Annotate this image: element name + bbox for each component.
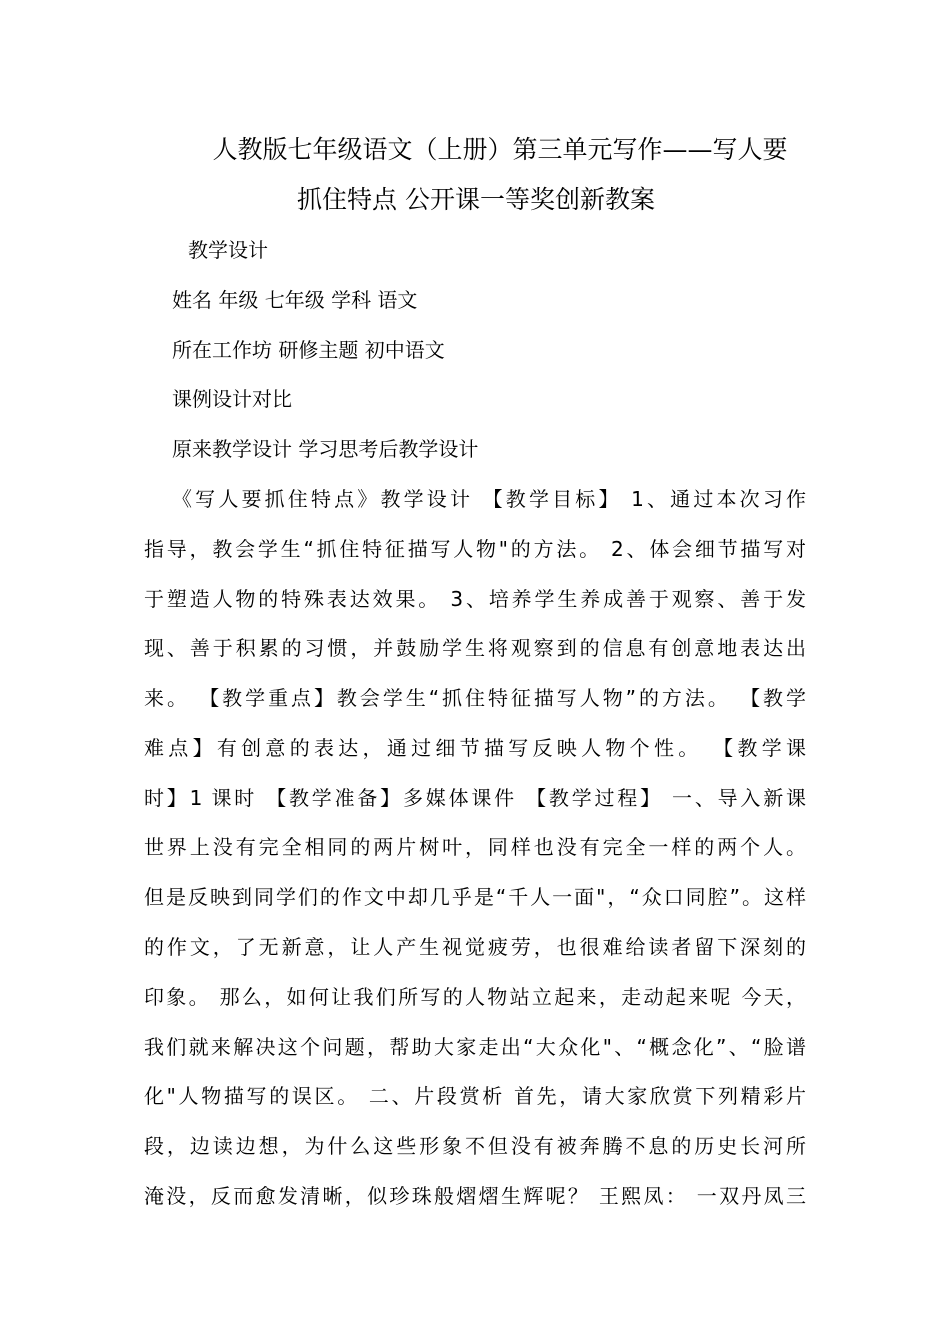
body-line: 世界上没有完全相同的两片树叶，同样也没有完全一样的两个人。 (144, 835, 806, 859)
body-line: 来。 【教学重点】教会学生“抓住特征描写人物”的方法。 【教学 (144, 686, 806, 710)
body-line: 印象。 那么，如何让我们所写的人物站立起来，走动起来呢 今天， (144, 985, 806, 1009)
body-line: 我们就来解决这个问题，帮助大家走出“大众化"、“概念化”、“脸谱 (144, 1035, 806, 1059)
body-line: 但是反映到同学们的作文中却几乎是“千人一面"，“众口同腔”。这样 (144, 885, 806, 909)
body-line: 现、善于积累的习惯，并鼓励学生将观察到的信息有创意地表达出 (144, 636, 806, 660)
meta-line-design-versions: 原来教学设计 学习思考后教学设计 (172, 437, 479, 461)
body-line: 淹没，反而愈发清晰，似珍珠般熠熠生辉呢？ 王熙凤： 一双丹凤三 (144, 1184, 806, 1208)
body-line: 化"人物描写的误区。 二、片段赏析 首先，请大家欣赏下列精彩片 (144, 1084, 806, 1108)
body-line: 于塑造人物的特殊表达效果。 3、培养学生养成善于观察、善于发 (144, 587, 806, 611)
meta-line-name-grade-subject: 姓名 年级 七年级 学科 语文 (172, 288, 418, 312)
body-line: 段，边读边想，为什么这些形象不但没有被奔腾不息的历史长河所 (144, 1134, 806, 1158)
body-line: 时】1 课时 【教学准备】多媒体课件 【教学过程】 一、导入新课 (144, 786, 806, 810)
meta-line-comparison: 课例设计对比 (172, 387, 292, 411)
body-line: 《写人要抓住特点》教学设计 【教学目标】 1、通过本次习作 (172, 487, 806, 511)
document-title-line-1: 人教版七年级语文（上册）第三单元写作——写人要 (212, 135, 788, 164)
body-line: 指导，教会学生“抓住特征描写人物"的方法。 2、体会细节描写对 (144, 537, 806, 561)
meta-line-workshop-topic: 所在工作坊 研修主题 初中语文 (172, 338, 445, 362)
design-label: 教学设计 (188, 238, 268, 262)
document-title-line-2: 抓住特点 公开课一等奖创新教案 (297, 185, 655, 214)
body-line: 难点】有创意的表达，通过细节描写反映人物个性。 【教学课 (144, 736, 806, 760)
body-line: 的作文，了无新意，让人产生视觉疲劳，也很难给读者留下深刻的 (144, 935, 806, 959)
